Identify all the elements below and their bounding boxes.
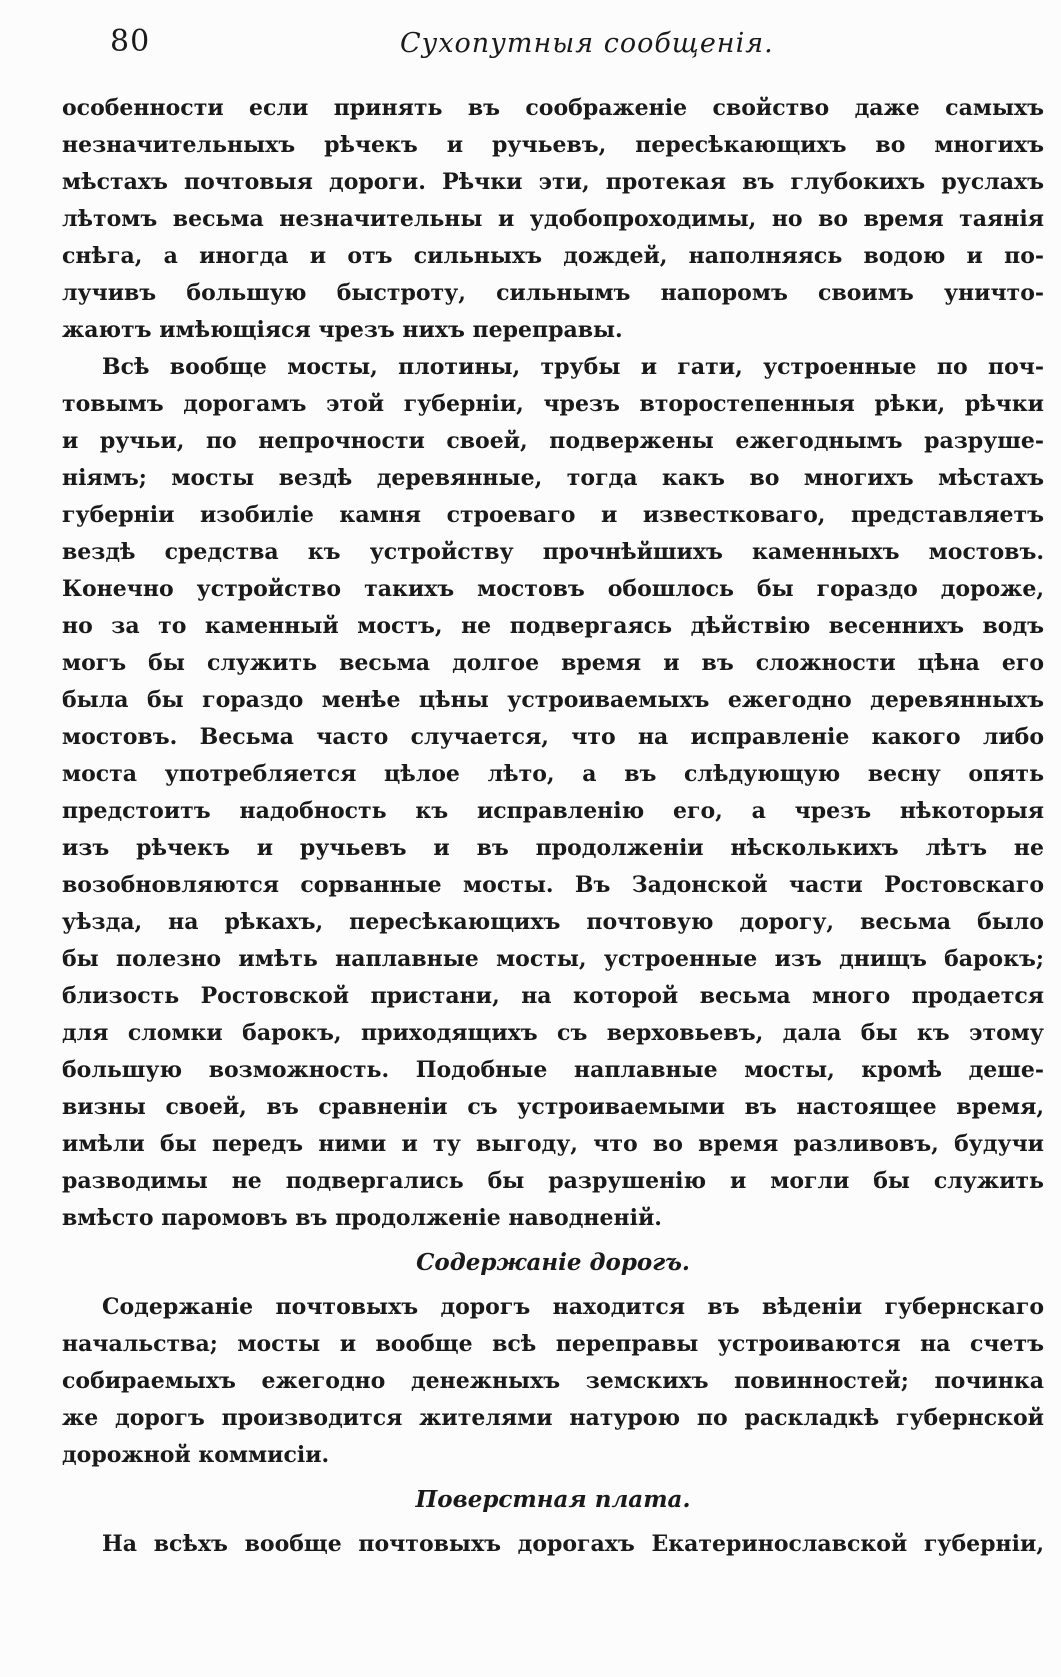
- text-line: мостовъ. Весьма часто случается, что на исправленіе какого либо: [62, 724, 1044, 750]
- text-line: лѣтомъ весьма незначительны и удобопроходимы, но во время таянія: [62, 206, 1044, 232]
- text-line: начальства; мосты и вообще всѣ переправы устроиваются на счетъ: [62, 1331, 1044, 1357]
- paragraph: [62, 90, 1044, 349]
- text-line: дорожной коммисіи.: [62, 1442, 330, 1468]
- text-line: вездѣ средства къ устройству прочнѣйшихъ каменныхъ мостовъ.: [62, 539, 1044, 565]
- text-line: близость Ростовской пристани, на которой весьма много продается: [62, 983, 1044, 1009]
- text-line: жаютъ имѣющіяся чрезъ нихъ переправы.: [62, 317, 623, 343]
- text-line: предстоитъ надобность къ исправленію его, а чрезъ нѣкоторыя: [62, 798, 1044, 824]
- text-line: же дорогъ производится жителями натурою по раскладкѣ губернской: [62, 1405, 1044, 1431]
- text-line: Конечно устройство такихъ мостовъ обошлось бы гораздо дороже,: [62, 576, 1044, 602]
- text-line: особенности если принять въ соображеніе свойство даже самыхъ: [62, 95, 1044, 121]
- text-line: Содержаніе почтовыхъ дорогъ находится въ вѣденіи губернскаго: [102, 1294, 1044, 1320]
- text-line: снѣга, а иногда и отъ сильныхъ дождей, наполняясь водою и по-: [62, 243, 1044, 269]
- text-line: Всѣ вообще мосты, плотины, трубы и гати, устроенные по поч-: [102, 354, 1044, 380]
- section-heading: Поверстная плата.: [415, 1486, 691, 1513]
- text-line: визны своей, въ сравненіи съ устроиваемыми въ настоящее время,: [62, 1094, 1044, 1120]
- section-road-maintenance: [62, 1241, 1044, 1474]
- text-line: лучивъ большую быстроту, сильнымъ напоромъ своимъ уничто-: [62, 280, 1044, 306]
- text-line: была бы гораздо менѣе цѣны устроиваемыхъ ежегодно деревянныхъ: [62, 687, 1044, 713]
- text-line: На всѣхъ вообще почтовыхъ дорогахъ Екатеринославской губерніи,: [102, 1531, 1044, 1557]
- section-heading: Содержаніе дорогъ.: [416, 1249, 690, 1276]
- text-line: собираемыхъ ежегодно денежныхъ земскихъ повинностей; починка: [62, 1368, 1044, 1394]
- text-line: губерніи изобиліе камня строеваго и известковаго, представляетъ: [62, 502, 1044, 528]
- text-line: ніямъ; мосты вездѣ деревянные, тогда какъ во многихъ мѣстахъ: [62, 465, 1044, 491]
- running-title: Сухопутныя сообщенія.: [400, 28, 774, 59]
- text-line: моста употребляется цѣлое лѣто, а въ слѣдующую весну опять: [62, 761, 1044, 787]
- text-line: товымъ дорогамъ этой губерніи, чрезъ второстепенныя рѣки, рѣчки: [62, 391, 1044, 417]
- text-line: вмѣсто паромовъ въ продолженіе наводненій.: [62, 1205, 662, 1231]
- text-line: незначительныхъ рѣчекъ и ручьевъ, пересѣкающихъ во многихъ: [62, 132, 1044, 158]
- page-body: [62, 90, 1044, 1563]
- text-line: бы полезно имѣть наплавные мосты, устроенные изъ днищъ барокъ;: [62, 946, 1044, 972]
- text-line: могъ бы служить весьма долгое время и въ сложности цѣна его: [62, 650, 1044, 676]
- section-verst-fee: [62, 1478, 1044, 1563]
- running-head: [110, 24, 1010, 74]
- text-line: разводимы не подвергались бы разрушенію и могли бы служить: [62, 1168, 1044, 1194]
- text-line: и ручьи, по непрочности своей, подвержены ежегоднымъ разруше-: [62, 428, 1044, 454]
- text-line: большую возможность. Подобные наплавные мосты, кромѣ деше-: [62, 1057, 1044, 1083]
- text-line: уѣзда, на рѣкахъ, пересѣкающихъ почтовую дорогу, весьма было: [62, 909, 1044, 935]
- text-line: имѣли бы передъ ними и ту выгоду, что во время разливовъ, будучи: [62, 1131, 1044, 1157]
- text-line: возобновляются сорванные мосты. Въ Задонской части Ростовскаго: [62, 872, 1044, 898]
- text-line: для сломки барокъ, приходящихъ съ верховьевъ, дала бы къ этому: [62, 1020, 1044, 1046]
- paragraph: [62, 349, 1044, 1237]
- text-line: мѣстахъ почтовыя дороги. Рѣчки эти, протекая въ глубокихъ руслахъ: [62, 169, 1044, 195]
- page-number: 80: [110, 24, 151, 59]
- text-line: изъ рѣчекъ и ручьевъ и въ продолженіи нѣсколькихъ лѣтъ не: [62, 835, 1044, 861]
- text-line: но за то каменный мостъ, не подвергаясь дѣйствію весеннихъ водъ: [62, 613, 1044, 639]
